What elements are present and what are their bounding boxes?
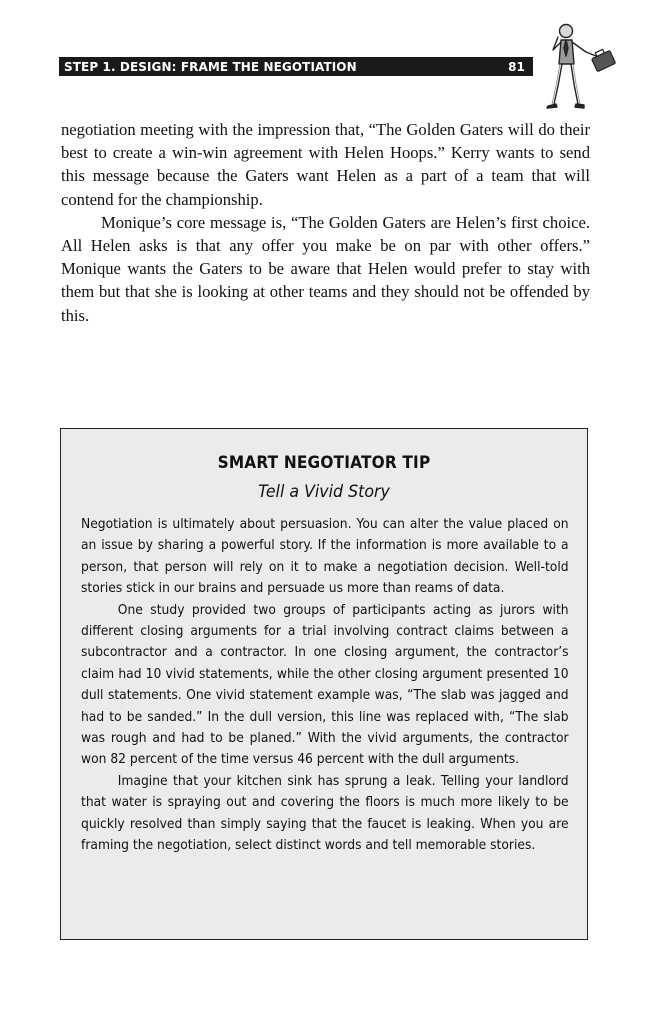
page-number: 81	[508, 59, 525, 74]
body-paragraph: Monique’s core message is, “The Golden Gaters are Helen’s first choice. All Helen asks is that any offer you make be on par with other offers.” Monique wants the Gaters to be aware that Helen would prefer to stay with them but that she is looking at other teams and they should not be offended by this.	[61, 212, 590, 325]
body-paragraph: negotiation meeting with the impression that, “The Golden Gaters will do their best to create a win-win agreement with Helen Hoops.” Kerry wants to send this message because the Gaters want Helen as a part of a team that will contend for the championship.	[61, 120, 590, 209]
businessman-with-briefcase-icon	[544, 18, 618, 110]
tip-body	[81, 514, 569, 857]
body-text	[61, 118, 590, 327]
running-header	[59, 57, 533, 76]
tip-title: SMART NEGOTIATOR TIP	[217, 453, 431, 472]
tip-subtitle: Tell a Vivid Story	[258, 482, 390, 502]
smart-negotiator-tip-box	[60, 428, 588, 940]
section-title: STEP 1. DESIGN: FRAME THE NEGOTIATION	[64, 59, 357, 74]
tip-paragraph: One study provided two groups of participants acting as jurors with different closing arguments for a trial involving contract claims between a subcontractor and a contractor. In one closing argument, the contractor’s claim had 10 vivid statements, while the other closing argument presented 10 dull statements. One vivid statement example was, “The slab was jagged and had to be sanded.” In the dull version, this line was replaced with, “The slab was rough and had to be planed.” With the vivid arguments, the contractor won 82 percent of the time versus 46 percent with the dull arguments.	[81, 602, 569, 768]
tip-paragraph: Imagine that your kitchen sink has sprung a leak. Telling your landlord that water is spraying out and covering the floors is much more likely to be quickly resolved than simply saying that the faucet is leaking. When you are framing the negotiation, select distinct words and tell memorable stories.	[81, 773, 569, 854]
tip-paragraph: Negotiation is ultimately about persuasion. You can alter the value placed on an issue by sharing a powerful story. If the information is more available to a person, that person will rely on it to make a negotiation decision. Well-told stories stick in our brains and persuade us more than reams of data.	[81, 517, 569, 597]
